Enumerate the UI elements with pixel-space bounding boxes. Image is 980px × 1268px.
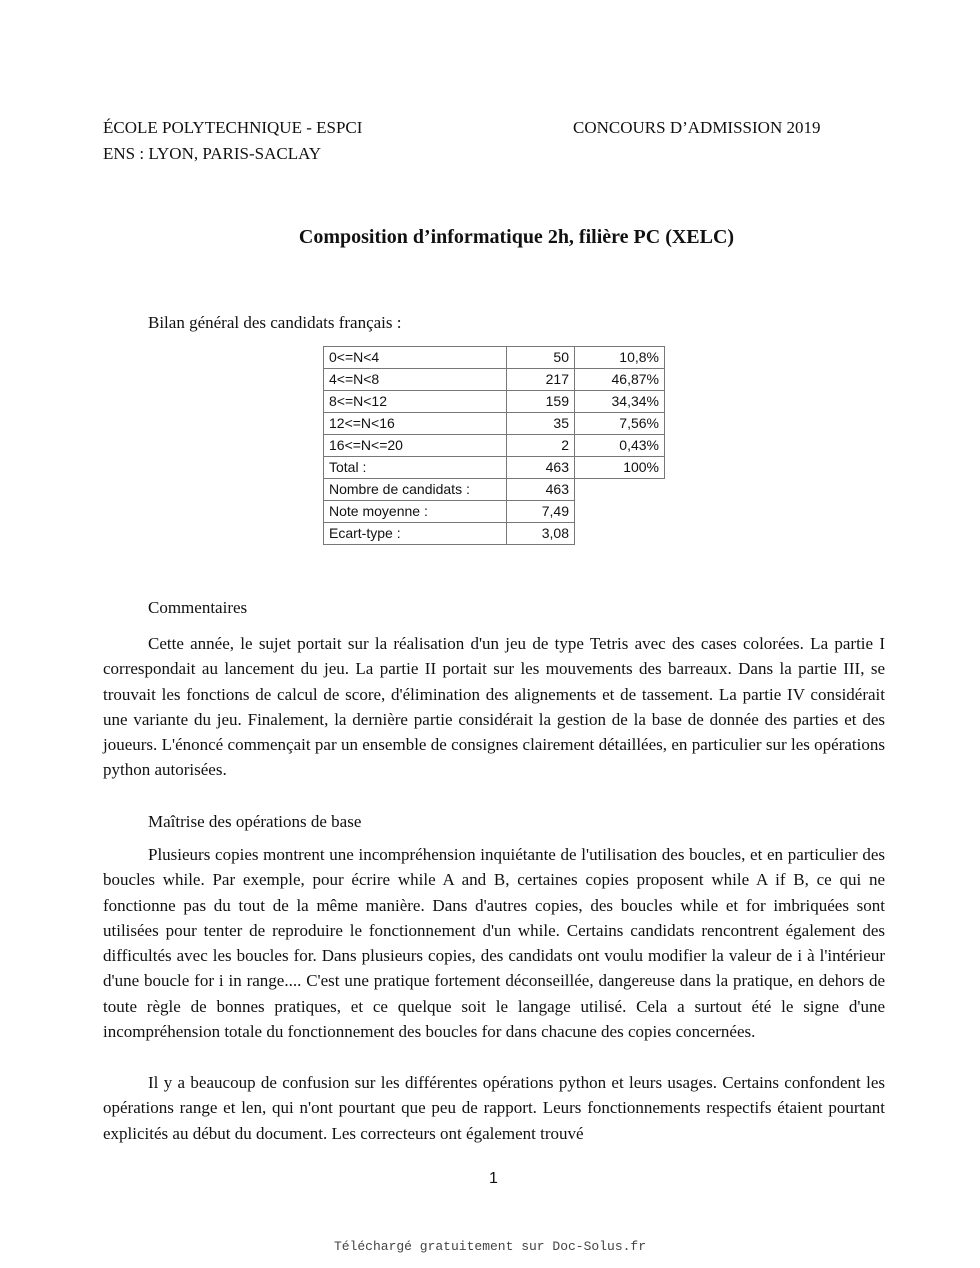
stats-table	[323, 346, 665, 545]
table-cell-count: 2	[507, 435, 575, 457]
table-cell-count: 7,49	[507, 501, 575, 523]
table-row	[324, 457, 665, 479]
table-cell-label: 12<=N<16	[324, 413, 507, 435]
table-cell-label: Ecart-type :	[324, 523, 507, 545]
table-row	[324, 523, 665, 545]
page-title: Composition d’informatique 2h, filière PC (XELC)	[298, 226, 735, 248]
maitrise-heading: Maîtrise des opérations de base	[148, 812, 362, 831]
table-cell-percent	[575, 523, 665, 545]
table-cell-label: Nombre de candidats :	[324, 479, 507, 501]
table-row	[324, 391, 665, 413]
table-cell-count: 50	[507, 347, 575, 369]
maitrise-paragraph-2: Il y a beaucoup de confusion sur les différentes opérations python et leurs usages. Certains confondent les opérations range et len, qui n'ont pourtant que peu de rapport. Leurs fonctionnements respectifs étaient pourtant explicités au début du document. Les correcteurs ont également trouvé	[103, 1073, 885, 1143]
table-cell-percent	[575, 479, 665, 501]
table-cell-label: Total :	[324, 457, 507, 479]
page-number: 1	[489, 1170, 498, 1187]
table-row	[324, 501, 665, 523]
table-cell-label: 4<=N<8	[324, 369, 507, 391]
table-cell-percent: 7,56%	[575, 413, 665, 435]
header-ens-line: ENS : LYON, PARIS-SACLAY	[103, 144, 322, 163]
table-cell-percent: 0,43%	[575, 435, 665, 457]
table-cell-label: Note moyenne :	[324, 501, 507, 523]
table-cell-count: 159	[507, 391, 575, 413]
table-cell-count: 463	[507, 479, 575, 501]
table-cell-count: 463	[507, 457, 575, 479]
table-row	[324, 369, 665, 391]
table-cell-label: 16<=N<=20	[324, 435, 507, 457]
commentaires-paragraph: Cette année, le sujet portait sur la réalisation d'un jeu de type Tetris avec des cases colorées. La partie I correspondait au lancement du jeu. La partie II portait sur les mouvements des barreaux. Dans la partie III, se trouvait les fonctions de calcul de score, d'élimination des alignements et de tassement. La partie IV considérait une variante du jeu. Finalement, la dernière partie considérait la gestion de la base de donnée des parties et des joueurs. L'énoncé commençait par un ensemble de consignes clairement détaillées, en particulier sur les opérations python autorisées.	[103, 634, 885, 780]
table-cell-percent: 100%	[575, 457, 665, 479]
table-row	[324, 347, 665, 369]
table-cell-percent	[575, 501, 665, 523]
table-cell-label: 8<=N<12	[324, 391, 507, 413]
header-left	[103, 115, 362, 167]
maitrise-paragraph-1: Plusieurs copies montrent une incompréhension inquiétante de l'utilisation des boucles, et en particulier des boucles while. Par exemple, pour écrire while A and B, certaines copies proposent while A if B, ce qui ne fonctionne pas du tout de la même manière. Dans d'autres copies, des boucles while et for imbriquées sont utilisées pour tenter de reproduire le fonctionnement d'un while. Certains candidats rencontrent également des difficultés avec les boucles for. Dans plusieurs copies, des candidats ont voulu modifier la valeur de i à l'intérieur d'une boucle for i in range.... C'est une pratique fortement déconseillée, dangereuse dans la pratique, en dehors de toute règle de bonnes pratiques, et ce quelque soit le langage utilisé. Cela a surtout été le signe d'une incompréhension totale du fonctionnement des boucles for dans chacune des copies concernées.	[103, 845, 885, 1042]
table-row	[324, 479, 665, 501]
commentaires-heading: Commentaires	[148, 598, 248, 617]
download-footer: Téléchargé gratuitement sur Doc-Solus.fr	[333, 1239, 647, 1254]
table-cell-percent: 34,34%	[575, 391, 665, 413]
table-row	[324, 413, 665, 435]
header-school-line: ÉCOLE POLYTECHNIQUE - ESPCI	[103, 118, 363, 137]
table-row	[324, 435, 665, 457]
bilan-heading: Bilan général des candidats français :	[148, 313, 402, 332]
table-cell-count: 217	[507, 369, 575, 391]
header-concours: CONCOURS D’ADMISSION 2019	[573, 118, 821, 137]
table-cell-count: 3,08	[507, 523, 575, 545]
table-cell-percent: 46,87%	[575, 369, 665, 391]
table-cell-label: 0<=N<4	[324, 347, 507, 369]
table-cell-count: 35	[507, 413, 575, 435]
table-cell-percent: 10,8%	[575, 347, 665, 369]
